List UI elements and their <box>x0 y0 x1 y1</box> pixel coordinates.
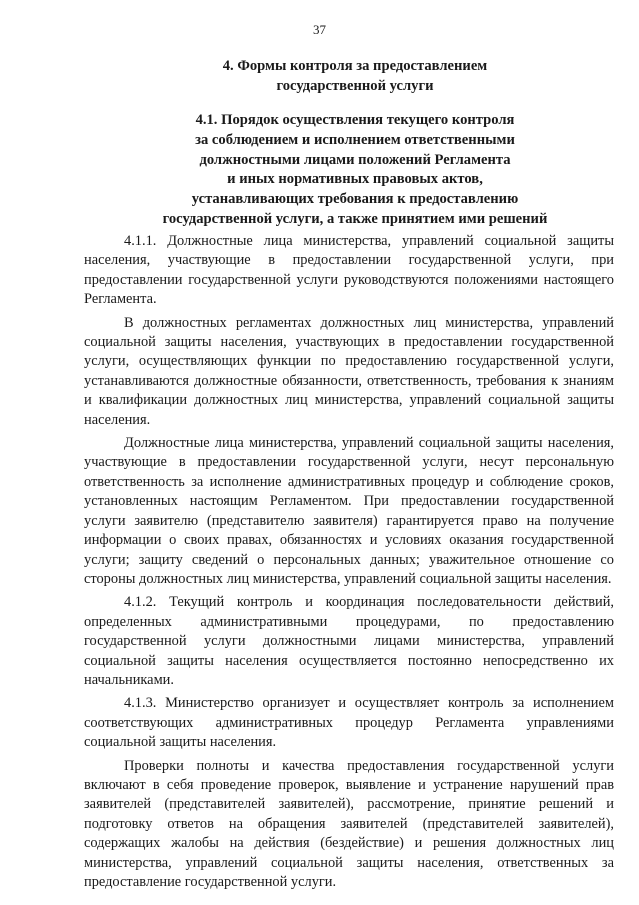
body-text <box>84 232 614 896</box>
subsection-heading-line: 4.1. Порядок осуществления текущего контроля <box>195 112 515 128</box>
section-heading <box>60 57 639 97</box>
subsection-heading-line: устанавливающих требования к предоставлению <box>191 191 519 208</box>
paragraph-personal-responsibility: Должностные лица министерства, управлений социальной защиты населения, участвующие в предоставлении государственной услуги, несут персональную ответственность за исполнение административных процедур и соблюдение сроков, установленных настоящим Регламентом. При предоставлении государственной услуги заявителю (представителю заявителя) гарантируется право на получение информации о своих правах, обязанностях и условиях оказания государственной услуги; защиту сведений о персональных данных; уважительное отношение со стороны должностных лиц министерства, управлений социальной защиты населения. <box>84 435 614 587</box>
subsection-heading-line: государственной услуги, а также принятием ими решений <box>162 210 548 227</box>
paragraph-4-1-2: 4.1.2. Текущий контроль и координация последовательности действий, определенных административными процедурами, по предоставлению государственной услуги должностными лицами министерства, управлений социальной защиты населения осуществляется постоянно непосредственно их начальниками. <box>84 594 614 688</box>
subsection-heading-line: должностными лицами положений Регламента <box>199 151 511 168</box>
section-heading-line: государственной услуги <box>276 77 434 94</box>
paragraph-4-1-3: 4.1.3. Министерство организует и осуществляет контроль за исполнением соответствующих административных процедур Регламента управлениями социальной защиты населения. <box>84 695 614 751</box>
subsection-heading <box>60 111 639 230</box>
paragraph-4-1-1: 4.1.1. Должностные лица министерства, управлений социальной защиты населения, участвующие в предоставлении государственной услуги, при предоставлении государственной услуги руководствуются положениями настоящего Регламента. <box>84 233 614 308</box>
paragraph-job-regulations: В должностных регламентах должностных лиц министерства, управлений социальной защиты населения, участвующих в предоставлении государственной услуги, осуществляющих функции по предоставлению государственной услуги, устанавливаются должностные обязанности, ответственность, требования к знаниям и квалификации должностных лиц министерства, управлений социальной защиты населения. <box>84 314 614 428</box>
paragraph-inspections: Проверки полноты и качества предоставления государственной услуги включают в себя проведение проверок, выявление и устранение нарушений прав заявителей (представителей заявителей), рассмотрение, принятие решений и подготовку ответов на обращения заявителей (представителей заявителей), содержащих жалобы на действия (бездействие) и решения должностных лиц министерства, управлений социальной защиты населения, ответственных за предоставление государственной услуги. <box>84 757 614 890</box>
page-number: 37 <box>313 22 326 37</box>
subsection-heading-line: и иных нормативных правовых актов, <box>227 171 483 188</box>
section-heading-line: 4. Формы контроля за предоставлением <box>222 58 488 74</box>
subsection-heading-line: за соблюдением и исполнением ответственными <box>195 131 515 148</box>
